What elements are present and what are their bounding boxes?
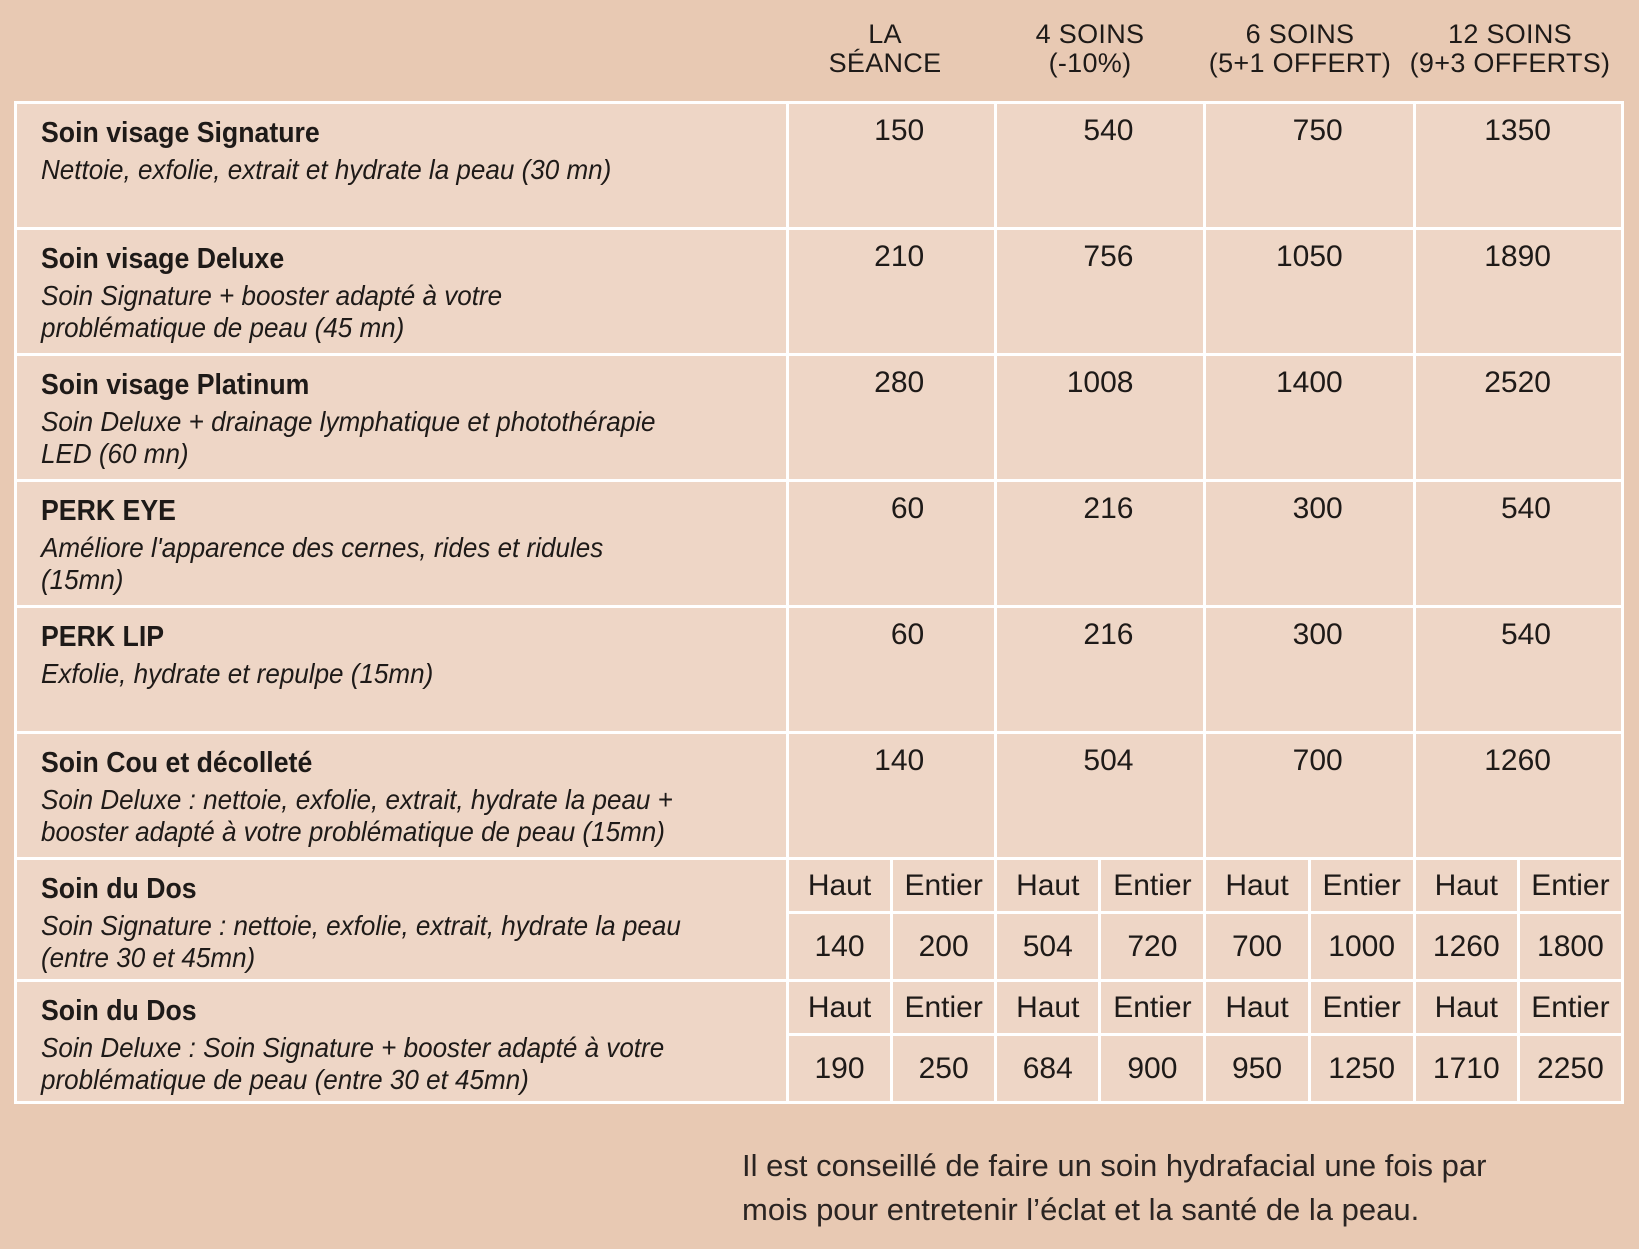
service-title: Soin visage Signature [41, 117, 320, 149]
option-label: Haut [1205, 981, 1309, 1035]
service-details: Soin Signature : nettoie, exfolie, extrait, hydrate la peau (entre 30 et 45mn) [41, 910, 681, 973]
option-label: Haut [1414, 981, 1518, 1035]
price-cell: 250 [892, 1035, 996, 1103]
price-cell: 1008 [996, 355, 1205, 481]
service-title: Soin Cou et décolleté [41, 747, 313, 779]
price-cell: 1400 [1205, 355, 1414, 481]
option-label: Entier [892, 981, 996, 1035]
service-description [16, 355, 788, 481]
price-cell: 1250 [1309, 1035, 1414, 1103]
price-cell: 140 [787, 913, 891, 981]
price-cell: 900 [1100, 1035, 1205, 1103]
table-row [16, 859, 1623, 913]
service-details: Soin Deluxe + drainage lymphatique et photothérapie LED (60 mn) [41, 406, 656, 469]
service-details: Améliore l'apparence des cernes, rides et ridules (15mn) [41, 532, 604, 595]
service-description [16, 229, 788, 355]
price-cell: 1800 [1518, 913, 1622, 981]
price-cell: 1890 [1414, 229, 1622, 355]
option-label: Haut [787, 981, 891, 1035]
price-cell: 60 [787, 481, 995, 607]
price-cell: 540 [996, 103, 1205, 229]
header-6-soins: 6 SOINS (5+1 OFFERT) [1208, 19, 1392, 78]
table-row [16, 103, 1623, 229]
price-cell: 60 [787, 607, 995, 733]
service-description [16, 859, 788, 981]
service-details: Nettoie, exfolie, extrait et hydrate la peau (30 mn) [41, 154, 612, 185]
service-description [16, 981, 788, 1103]
price-cell: 540 [1414, 481, 1622, 607]
table-row [16, 481, 1623, 607]
table-row [16, 229, 1623, 355]
price-cell: 1710 [1414, 1035, 1518, 1103]
price-cell: 756 [996, 229, 1205, 355]
price-table [14, 101, 1624, 1104]
price-cell: 1000 [1309, 913, 1414, 981]
price-cell: 700 [1205, 733, 1414, 859]
option-label: Haut [787, 859, 891, 913]
price-cell: 750 [1205, 103, 1414, 229]
price-cell: 504 [996, 733, 1205, 859]
service-title: PERK LIP [41, 621, 165, 653]
price-cell: 1050 [1205, 229, 1414, 355]
price-cell: 1260 [1414, 913, 1518, 981]
header-12-soins: 12 SOINS (9+3 OFFERTS) [1409, 19, 1611, 78]
table-row [16, 607, 1623, 733]
service-description [16, 733, 788, 859]
service-details: Exfolie, hydrate et repulpe (15mn) [41, 658, 434, 689]
service-title: Soin visage Deluxe [41, 243, 285, 275]
price-cell: 280 [787, 355, 995, 481]
price-cell: 190 [787, 1035, 891, 1103]
service-title: PERK EYE [41, 495, 176, 527]
service-title: Soin du Dos [41, 873, 197, 905]
price-cell: 140 [787, 733, 995, 859]
header-la-seance: LA SÉANCE [828, 19, 942, 78]
option-label: Entier [1518, 859, 1622, 913]
price-cell: 300 [1205, 481, 1414, 607]
service-details: Soin Signature + booster adapté à votre problématique de peau (45 mn) [41, 280, 503, 343]
price-cell: 210 [787, 229, 995, 355]
price-cell: 1260 [1414, 733, 1622, 859]
service-title: Soin visage Platinum [41, 369, 310, 401]
option-label: Haut [996, 859, 1100, 913]
advice-note: Il est conseillé de faire un soin hydrafacial une fois par mois pour entretenir l’éclat et la santé de la peau. [742, 1148, 1487, 1227]
option-label: Entier [892, 859, 996, 913]
service-description [16, 607, 788, 733]
price-cell: 2520 [1414, 355, 1622, 481]
table-row [16, 355, 1623, 481]
option-label: Entier [1100, 981, 1205, 1035]
table-row [16, 733, 1623, 859]
price-cell: 216 [996, 481, 1205, 607]
price-cell: 504 [996, 913, 1100, 981]
price-cell: 216 [996, 607, 1205, 733]
price-cell: 200 [892, 913, 996, 981]
option-label: Haut [1205, 859, 1309, 913]
option-label: Entier [1309, 981, 1414, 1035]
price-cell: 684 [996, 1035, 1100, 1103]
option-label: Entier [1100, 859, 1205, 913]
service-details: Soin Deluxe : Soin Signature + booster adapté à votre problématique de peau (entre 30 et 45mn) [41, 1032, 665, 1095]
price-cell: 720 [1100, 913, 1205, 981]
service-description [16, 481, 788, 607]
price-cell: 950 [1205, 1035, 1309, 1103]
price-cell: 2250 [1518, 1035, 1622, 1103]
header-4-soins: 4 SOINS (-10%) [1035, 19, 1145, 78]
price-cell: 1350 [1414, 103, 1622, 229]
service-details: Soin Deluxe : nettoie, exfolie, extrait, hydrate la peau + booster adapté à votre problématique de peau (15mn) [41, 784, 673, 847]
service-description [16, 103, 788, 229]
price-cell: 150 [787, 103, 995, 229]
service-title: Soin du Dos [41, 995, 197, 1027]
option-label: Haut [996, 981, 1100, 1035]
option-label: Entier [1309, 859, 1414, 913]
option-label: Entier [1518, 981, 1622, 1035]
price-cell: 540 [1414, 607, 1622, 733]
price-cell: 300 [1205, 607, 1414, 733]
table-row [16, 981, 1623, 1035]
price-cell: 700 [1205, 913, 1309, 981]
price-column-headers [785, 20, 1630, 100]
option-label: Haut [1414, 859, 1518, 913]
